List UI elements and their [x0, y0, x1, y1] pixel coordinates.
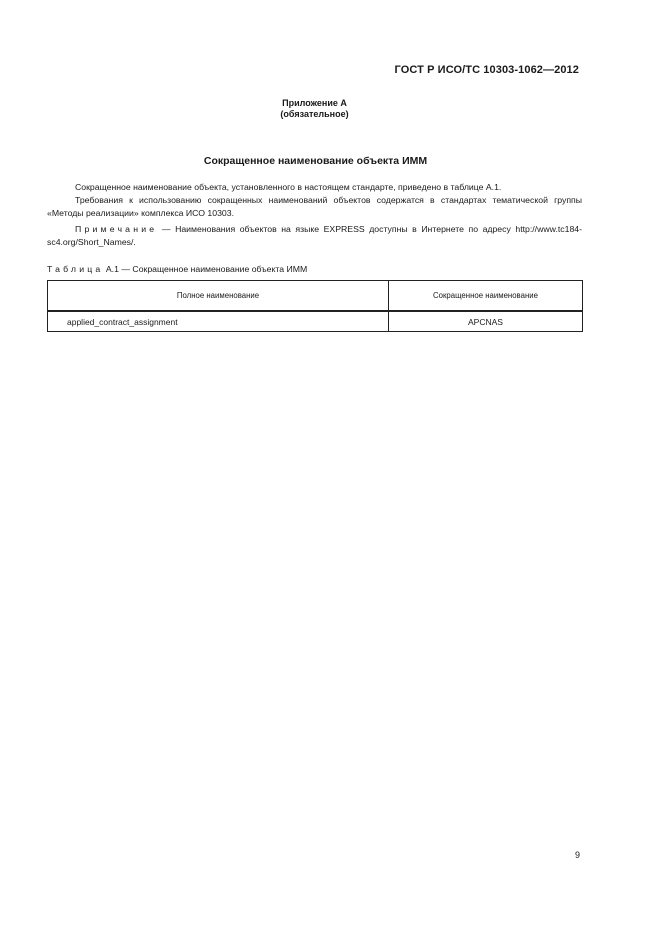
table-row	[48, 311, 583, 332]
section-title: Сокращенное наименование объекта ИММ	[203, 155, 428, 167]
note	[47, 223, 582, 249]
column-header-short-name: Сокращенное наименование	[389, 281, 583, 312]
document-header: ГОСТ Р ИСО/ТС 10303-1062—2012	[394, 64, 579, 76]
paragraph-1: Сокращенное наименование объекта, установленного в настоящем стандарте, приведено в таблице А.1.	[75, 182, 502, 192]
table-caption	[47, 264, 307, 274]
column-header-full-name: Полное наименование	[48, 281, 389, 312]
table-caption-text: А.1 — Сокращенное наименование объекта ИММ	[103, 264, 308, 274]
annex-heading	[0, 98, 661, 120]
page-number: 9	[574, 850, 580, 860]
annex-title: Приложение А	[282, 98, 347, 108]
cell-short-name: APCNAS	[389, 311, 583, 332]
table-header-row	[48, 281, 583, 312]
short-names-table	[47, 280, 583, 332]
section-title-wrap	[0, 155, 661, 167]
table-caption-label: Таблица	[47, 264, 104, 274]
note-text: — Наименования объектов на языке EXPRESS доступны в Интернете по адресу http://www.tc184-sc4.org/Short_Names/.	[47, 224, 582, 247]
paragraph-2: Требования к использованию сокращенных наименований объектов содержатся в стандартах тематической группы «Методы реализации» комплекса ИСО 10303.	[47, 195, 582, 218]
cell-full-name: applied_contract_assignment	[48, 311, 389, 332]
note-label: Примечание	[75, 224, 158, 234]
annex-status: (обязательное)	[280, 109, 349, 119]
